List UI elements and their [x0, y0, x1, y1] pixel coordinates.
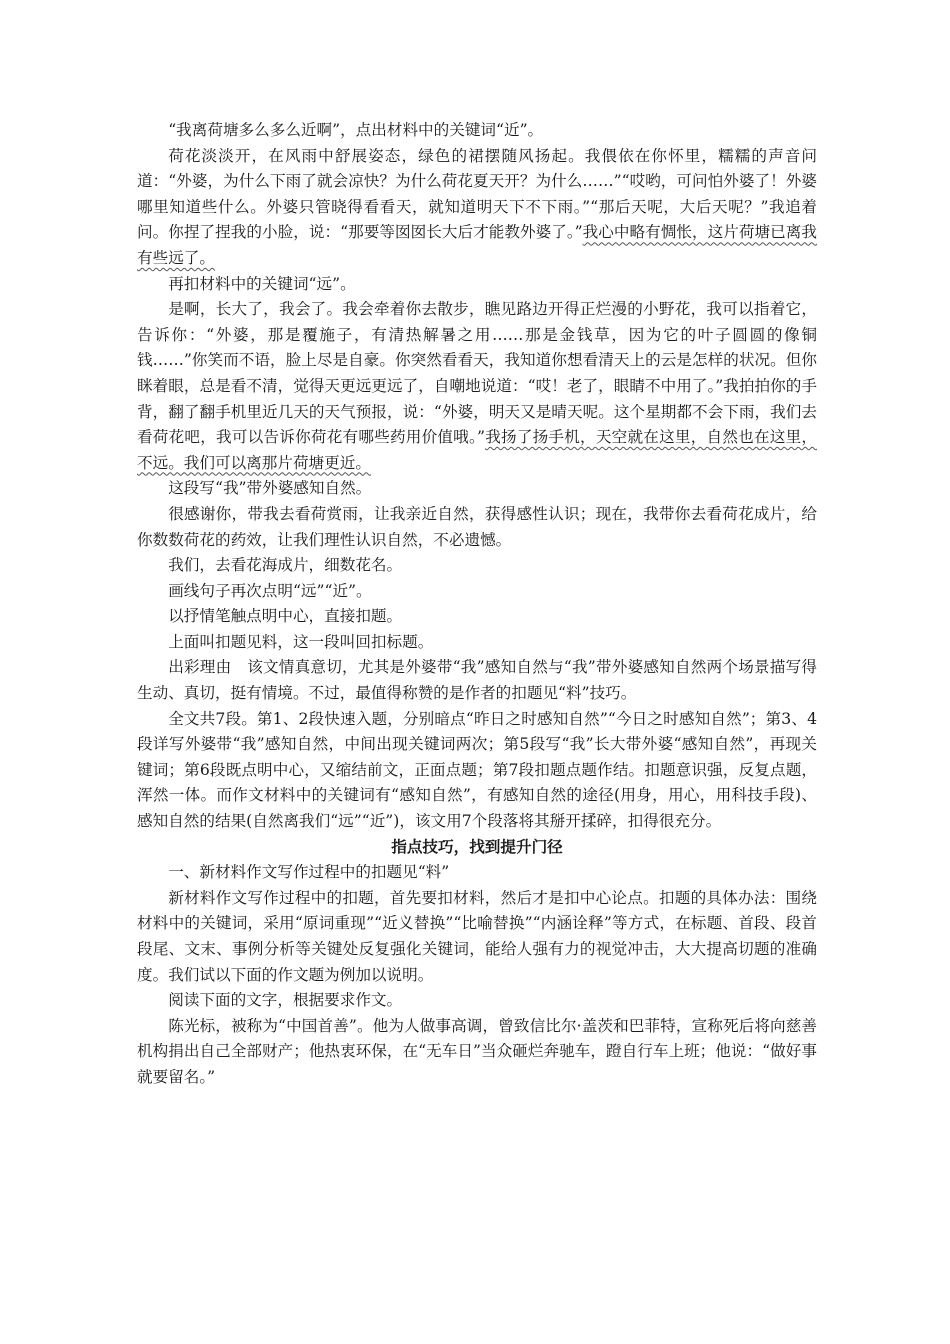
paragraph — [137, 579, 817, 605]
paragraph — [137, 118, 817, 144]
paragraph — [137, 860, 817, 886]
paragraph — [137, 272, 817, 298]
paragraph — [137, 886, 817, 988]
paragraph-text: 画线句子再次点明“远”“近”。 — [168, 581, 372, 600]
paragraph-text: 这段写“我”带外婆感知自然。 — [168, 479, 372, 498]
paragraph — [137, 988, 817, 1014]
paragraph-text: 陈光标，被称为“中国首善”。他为人做事高调，曾致信比尔·盖茨和巴菲特，宣称死后将向慈善机构捐出自己全部财产；他热衷环保，在“无车日”当众砸烂奔驰车，蹬自行车上班；他说：“做好事就要留名。” — [137, 1016, 817, 1086]
paragraph — [137, 1014, 817, 1091]
paragraph — [137, 655, 817, 706]
paragraph — [137, 707, 817, 835]
paragraph — [137, 297, 817, 476]
paragraph-text: 荷花淡淡开，在风雨中舒展姿态，绿色的裙摆随风扬起。我偎依在你怀里，糯糯的声音问道：“外婆，为什么下雨了就会凉快？为什么荷花夏天开？为什么……”“哎哟，可问怕外婆了！外婆哪里知道些什么。外婆只管晓得看看天，就知道明天下不下雨。”“那后天呢，大后天呢？”我追着问。你捏了捏我的小脸，说：“那要等囡囡长大后才能教外婆了。” — [137, 146, 817, 242]
paragraph-text: 新材料作文写作过程中的扣题，首先要扣材料，然后才是扣中心论点。扣题的具体办法：围绕材料中的关键词，采用“原词重现”“近义替换”“比喻替换”“内涵诠释”等方式，在标题、首段、段首段尾、文末、事例分析等关键处反复强化关键词，能给人强有力的视觉冲击，大大提高切题的准确度。我们试以下面的作文题为例加以说明。 — [137, 888, 817, 984]
underlined-sentence: 我扬了扬手机，天空就在这里，自然也在这里，不远。我们可以离那片荷塘更近。 — [137, 428, 817, 472]
paragraph-text: 再扣材料中的关键词“远”。 — [168, 274, 356, 293]
paragraph — [137, 604, 817, 630]
paragraph — [137, 553, 817, 579]
paragraph-text: 很感谢你，带我去看荷赏雨，让我亲近自然，获得感性认识；现在，我带你去看荷花成片，给你数数荷花的药效，让我们理性认识自然，不必遗憾。 — [137, 504, 817, 549]
paragraph-text: 是啊，长大了，我会了。我会牵着你去散步，瞧见路边开得正烂漫的小野花，我可以指着它，告诉你：“外婆，那是覆施子，有清热解暑之用……那是金钱草，因为它的叶子圆圆的像铜钱……”你笑而不语，脸上尽是自豪。你突然看看天，我知道你想看清天上的云是怎样的状况。但你眯着眼，总是看不清，觉得天更远更远了，自嘲地说道：“哎！老了，眼睛不中用了。”我拍拍你的手背，翻了翻手机里近几天的天气预报，说：“外婆，明天又是晴天呢。这个星期都不会下雨，我们去看荷花吧，我可以告诉你荷花有哪些药用价值哦。” — [137, 300, 817, 447]
paragraph-text: 一、新材料作文写作过程中的扣题见“料” — [168, 863, 450, 882]
section-heading — [137, 835, 817, 861]
paragraph — [137, 630, 817, 656]
paragraph — [137, 476, 817, 502]
paragraph-text: 出彩理由 该文情真意切，尤其是外婆带“我”感知自然与“我”带外婆感知自然两个场景描写得生动、真切，挺有情境。不过，最值得称赞的是作者的扣题见“料”技巧。 — [137, 658, 817, 703]
paragraph-text: 全文共7段。第1、2段快速入题，分别暗点“昨日之时感知自然”“今日之时感知自然”；第3、4段详写外婆带“我”感知自然，中间出现关键词两次；第5段写“我”长大带外婆“感知自然”，再现关键词；第6段既点明中心，又缩结前文，正面点题；第7段扣题点题作结。扣题意识强，反复点题，浑然一体。而作文材料中的关键词有“感知自然”，有感知自然的途径(用身，用心，用科技手段)、感知自然的结果(自然离我们“远”“近”)，该文用7个段落将其掰开揉碎，扣得很充分。 — [137, 709, 817, 831]
underlined-sentence: 我心中略有惆怅，这片荷塘已离我有些远了。 — [137, 223, 817, 267]
document-body — [137, 118, 817, 1091]
paragraph — [137, 502, 817, 553]
paragraph-text: “我离荷塘多么多么近啊”，点出材料中的关键词“近”。 — [168, 121, 544, 139]
paragraph-text: 上面叫扣题见料，这一段叫回扣标题。 — [168, 632, 434, 651]
paragraph-text: 我们，去看花海成片，细数花名。 — [168, 556, 403, 575]
section-heading-text: 指点技巧，找到提升门径 — [391, 837, 563, 856]
paragraph — [137, 144, 817, 272]
paragraph-text: 以抒情笔触点明中心，直接扣题。 — [168, 607, 403, 626]
paragraph-text: 阅读下面的文字，根据要求作文。 — [168, 991, 403, 1010]
